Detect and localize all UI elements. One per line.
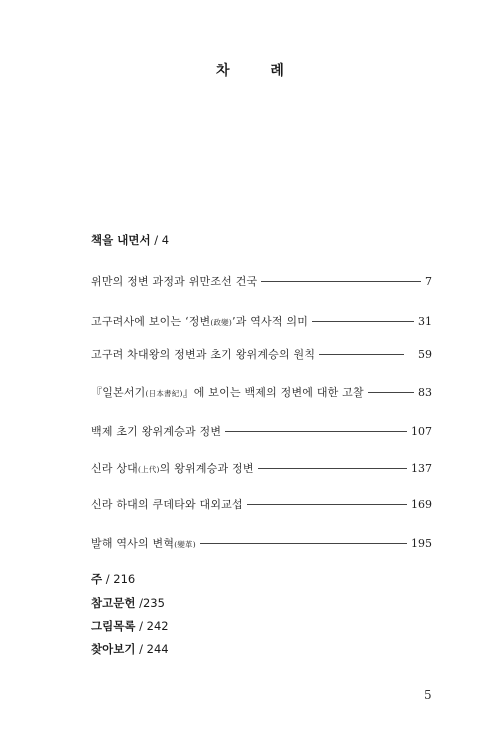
hanja-note: (日本書紀) — [145, 389, 183, 398]
chapter-title: 신라 상대(上代)의 왕위계승과 정변 — [91, 462, 254, 475]
dot-leader — [319, 354, 404, 355]
toc-entry-chapter-4[interactable] — [91, 384, 432, 400]
chapter-title: 『일본서기(日本書紀)』에 보이는 백제의 정변에 대한 고찰 — [91, 386, 364, 399]
chapter-title: 위만의 정변 과정과 위만조선 건국 — [91, 275, 258, 288]
toc-entry-notes[interactable]: 주 / 216 — [91, 572, 136, 586]
toc-entry-preface[interactable] — [91, 232, 169, 248]
toc-entry-chapter-6[interactable] — [91, 460, 432, 476]
page-title: 차 례 — [216, 63, 302, 79]
dot-leader — [247, 504, 407, 505]
hanja-note: (上代) — [138, 465, 160, 474]
chapter-title: 고구려 차대왕의 정변과 초기 왕위계승의 원칙 — [91, 348, 316, 361]
toc-entry-chapter-1[interactable] — [91, 273, 432, 289]
chapter-title: 백제 초기 왕위계승과 정변 — [91, 425, 222, 438]
chapter-title: 고구려사에 보이는 ‘정변(政變)’과 역사적 의미 — [91, 315, 309, 328]
chapter-page: 7 — [425, 274, 432, 288]
chapter-page: 107 — [411, 424, 432, 438]
toc-entry-chapter-8[interactable] — [91, 535, 432, 551]
preface-page: 4 — [161, 233, 170, 247]
hanja-note: (政變) — [210, 318, 233, 327]
toc-entry-figures[interactable]: 그림목록 / 242 — [91, 619, 169, 633]
dot-leader — [261, 281, 421, 282]
preface-sep: / — [150, 233, 162, 247]
dot-leader — [200, 543, 407, 544]
chapter-title: 신라 하대의 쿠데타와 대외교섭 — [91, 498, 243, 511]
toc-entry-chapter-5[interactable] — [91, 423, 432, 439]
chapter-page: 31 — [418, 314, 432, 328]
chapter-page: 137 — [411, 461, 432, 475]
hanja-note: (變革) — [174, 540, 196, 549]
chapter-page: 169 — [411, 497, 432, 511]
chapter-page: 83 — [418, 385, 432, 399]
toc-entry-index[interactable]: 찾아보기 / 244 — [91, 642, 169, 656]
dot-leader — [312, 321, 414, 322]
chapter-page: 59 — [418, 347, 432, 361]
toc-entry-chapter-7[interactable] — [91, 496, 432, 512]
toc-entry-bibliography[interactable]: 참고문헌 /235 — [91, 596, 165, 610]
chapter-title: 발해 역사의 변혁(變革) — [91, 537, 196, 550]
preface-label: 책을 내면서 — [91, 233, 151, 247]
dot-leader — [258, 468, 407, 469]
dot-leader — [368, 392, 414, 393]
page-number: 5 — [424, 688, 432, 702]
dot-leader — [225, 431, 407, 432]
chapter-page: 195 — [411, 536, 432, 550]
toc-entry-chapter-2[interactable] — [91, 313, 432, 329]
toc-entry-chapter-3[interactable] — [91, 346, 432, 362]
